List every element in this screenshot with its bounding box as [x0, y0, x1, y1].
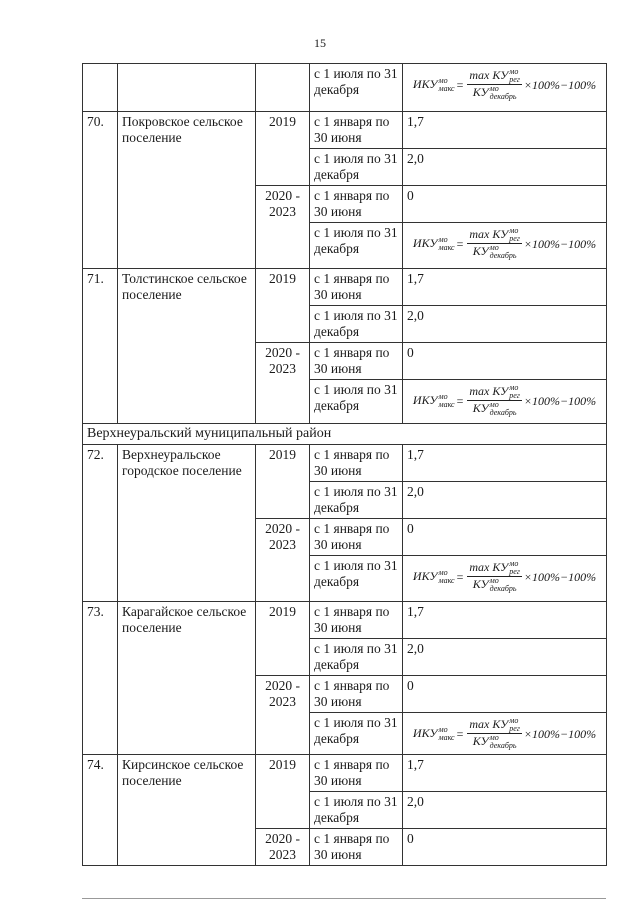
table-row: [83, 64, 607, 112]
value-cell: 0: [403, 343, 607, 380]
period-cell: с 1 июля по 31 декабря: [310, 149, 403, 186]
year-cell: 2020 - 2023: [256, 829, 310, 866]
entry-number: 73.: [83, 602, 118, 755]
section-title: Верхнеуральский муниципальный район: [83, 424, 607, 445]
value-cell: 1,7: [403, 112, 607, 149]
year-cell: 2020 - 2023: [256, 519, 310, 602]
table-row: [83, 112, 607, 149]
entry-number: 72.: [83, 445, 118, 602]
table-row: [83, 269, 607, 306]
value-cell: 0: [403, 829, 607, 866]
period-cell: с 1 января по 30 июня: [310, 519, 403, 556]
period-cell: с 1 июля по 31 декабря: [310, 713, 403, 755]
value-cell: 0: [403, 519, 607, 556]
value-cell: 2,0: [403, 792, 607, 829]
page-number: 15: [314, 36, 326, 50]
period-cell: с 1 января по 30 июня: [310, 343, 403, 380]
section-row: [83, 424, 607, 445]
period-cell: с 1 июля по 31 декабря: [310, 556, 403, 602]
value-cell: 1,7: [403, 755, 607, 792]
settlement-name: Карагайское сельское поселение: [118, 602, 256, 755]
entry-number: 71.: [83, 269, 118, 424]
value-cell: 0: [403, 676, 607, 713]
index-formula: ИКУ мо макс = max КУ мо рег КУ мо декабрь ×100%−100%: [412, 559, 597, 594]
period-cell: с 1 января по 30 июня: [310, 112, 403, 149]
period-cell: с 1 января по 30 июня: [310, 602, 403, 639]
value-cell: 1,7: [403, 602, 607, 639]
period-cell: с 1 июля по 31 декабря: [310, 792, 403, 829]
formula-cell: [403, 64, 607, 112]
table-row: [83, 755, 607, 792]
formula-cell: [403, 713, 607, 755]
period-cell: с 1 января по 30 июня: [310, 829, 403, 866]
year-cell: 2020 - 2023: [256, 676, 310, 755]
settlement-name: Кирсинское сельское поселение: [118, 755, 256, 866]
value-cell: 0: [403, 186, 607, 223]
tariff-table: [82, 63, 607, 866]
table-row: [83, 445, 607, 482]
index-formula: ИКУ мо макс = max КУ мо рег КУ мо декабрь ×100%−100%: [412, 226, 597, 261]
period-cell: с 1 июля по 31 декабря: [310, 482, 403, 519]
value-cell: 2,0: [403, 482, 607, 519]
period-cell: с 1 января по 30 июня: [310, 445, 403, 482]
settlement-name: Покровское сельское поселение: [118, 112, 256, 269]
period-cell: с 1 июля по 31 декабря: [310, 639, 403, 676]
value-cell: 1,7: [403, 445, 607, 482]
year-cell: 2020 - 2023: [256, 343, 310, 424]
period-cell: с 1 января по 30 июня: [310, 755, 403, 792]
year-cell: 2019: [256, 445, 310, 519]
period-cell: с 1 июля по 31 декабря: [310, 64, 403, 112]
period-cell: с 1 января по 30 июня: [310, 269, 403, 306]
page-bottom-divider: [82, 898, 606, 899]
year-cell: 2019: [256, 112, 310, 186]
settlement-name: Толстинское сельское поселение: [118, 269, 256, 424]
value-cell: 1,7: [403, 269, 607, 306]
value-cell: 2,0: [403, 149, 607, 186]
period-cell: с 1 июля по 31 декабря: [310, 306, 403, 343]
index-formula: ИКУ мо макс = max КУ мо рег КУ мо декабрь ×100%−100%: [412, 716, 597, 751]
formula-cell: [403, 556, 607, 602]
entry-number: 74.: [83, 755, 118, 866]
period-cell: с 1 июля по 31 декабря: [310, 380, 403, 424]
formula-cell: [403, 380, 607, 424]
formula-cell: [403, 223, 607, 269]
year-cell: 2020 - 2023: [256, 186, 310, 269]
year-cell: 2019: [256, 602, 310, 676]
index-formula: ИКУ мо макс = max КУ мо рег КУ мо декабрь ×100%−100%: [412, 67, 597, 102]
index-formula: ИКУ мо макс = max КУ мо рег КУ мо декабрь ×100%−100%: [412, 383, 597, 418]
period-cell: с 1 января по 30 июня: [310, 186, 403, 223]
value-cell: 2,0: [403, 639, 607, 676]
period-cell: с 1 июля по 31 декабря: [310, 223, 403, 269]
period-cell: с 1 января по 30 июня: [310, 676, 403, 713]
entry-number: 70.: [83, 112, 118, 269]
year-cell: 2019: [256, 269, 310, 343]
value-cell: 2,0: [403, 306, 607, 343]
table-row: [83, 602, 607, 639]
year-cell: 2019: [256, 755, 310, 829]
settlement-name: Верхнеуральское городское поселение: [118, 445, 256, 602]
